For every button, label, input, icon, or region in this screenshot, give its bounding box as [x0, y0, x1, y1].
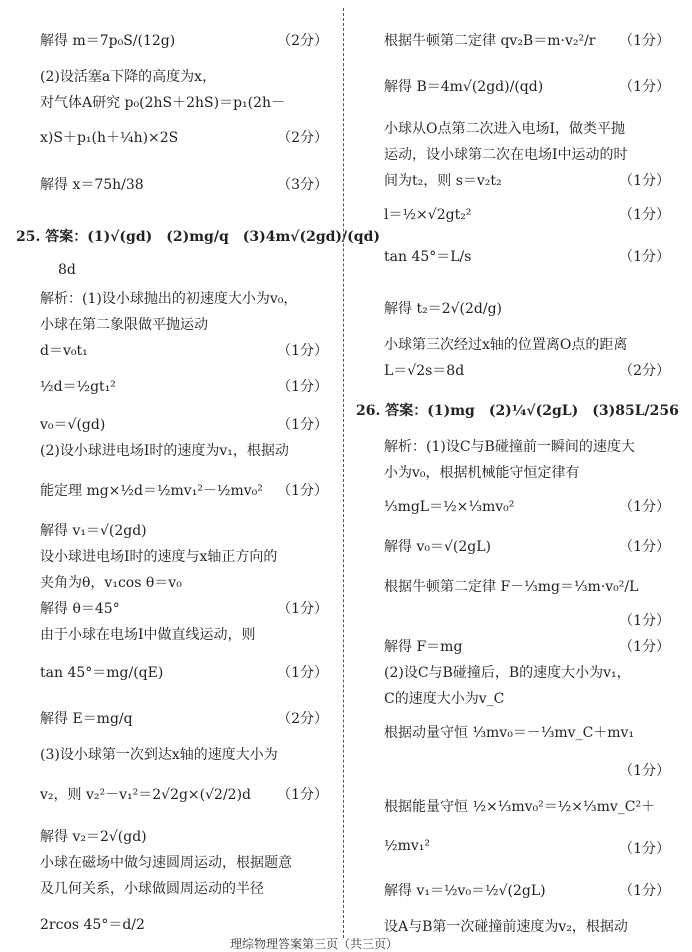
solution-line — [40, 878, 332, 898]
solution-text: 夹角为θ，v₁cos θ＝v₀ — [40, 575, 182, 591]
solution-text: ½mv₁² — [384, 838, 430, 854]
solution-text: (2)设C与B碰撞后，B的速度大小为v₁， — [384, 665, 631, 681]
solution-line — [40, 92, 332, 112]
score-mark: （1分） — [619, 613, 670, 629]
solution-line — [40, 314, 332, 334]
solution-text: tan 45°＝L/s — [384, 249, 472, 265]
solution-text: l＝½×√2gt₂² — [384, 207, 472, 223]
solution-line — [40, 440, 332, 460]
solution-text: (3)设小球第一次到达x轴的速度大小为 — [40, 747, 278, 763]
solution-text: 解得 t₂＝2√(2d/g) — [384, 301, 502, 317]
solution-text: C的速度大小为v_C — [384, 691, 505, 707]
score-mark: （2分） — [277, 711, 328, 727]
solution-line — [16, 226, 380, 246]
solution-text: 解析：(1)设小球抛出的初速度大小为v₀， — [40, 291, 298, 307]
score-mark: （1分） — [619, 173, 670, 189]
solution-text: x)S＋p₁(h＋¼h)×2S — [40, 130, 179, 146]
score-mark: （2分） — [619, 363, 670, 379]
solution-text: 能定理 mg×½d＝½mv₁²－½mv₀² — [40, 483, 263, 499]
score-mark: （1分） — [619, 883, 670, 899]
solution-text: ½d＝½gt₁² — [40, 379, 116, 395]
score-mark: （1分） — [277, 787, 328, 803]
solution-text: 根据牛顿第二定律 F－⅓mg＝⅓m·v₀²/L — [384, 579, 639, 595]
solution-line — [384, 576, 674, 596]
score-mark: （1分） — [277, 417, 328, 433]
solution-line — [384, 796, 674, 816]
solution-line — [40, 914, 332, 934]
solution-line — [40, 546, 332, 566]
solution-text: 解得 θ＝45° — [40, 601, 120, 617]
score-mark: （1分） — [619, 207, 670, 223]
solution-text: 由于小球在电场Ⅰ中做直线运动，则 — [40, 627, 256, 643]
solution-text: 根据牛顿第二定律 qv₂B＝m·v₂²/r — [384, 33, 596, 49]
score-mark: （1分） — [619, 249, 670, 265]
solution-text: 解得 E＝mg/q — [40, 711, 133, 727]
solution-text: 26. 答案：(1)mg (2)¼√(2gL) (3)85L/256 — [356, 403, 679, 419]
solution-text: d＝v₀t₁ — [40, 343, 88, 359]
score-mark: （1分） — [619, 763, 670, 779]
solution-text: 解得 v₀＝√(2gL) — [384, 539, 491, 555]
solution-text: 运动，设小球第二次在电场Ⅰ中运动的时 — [384, 147, 628, 163]
solution-line — [384, 722, 674, 742]
score-mark: （1分） — [619, 33, 670, 49]
solution-line — [40, 288, 332, 308]
score-mark: （2分） — [277, 33, 328, 49]
score-mark: （1分） — [619, 499, 670, 515]
solution-text: 8d — [58, 262, 76, 278]
solution-line — [384, 916, 674, 936]
solution-text: 解析：(1)设C与B碰撞前一瞬间的速度大 — [384, 439, 635, 455]
solution-text: 解得 m＝7p₀S/(12g) — [40, 33, 176, 49]
solution-text: (2)设小球进电场Ⅰ时的速度为v₁，根据动 — [40, 443, 289, 459]
page-footer: 理综物理答案第三页（共三页） — [230, 937, 399, 951]
solution-text: ⅓mgL＝½×⅓mv₀² — [384, 499, 515, 515]
solution-line — [40, 624, 332, 644]
solution-text: v₂，则 v₂²－v₁²＝2√2g×(√2/2)d — [40, 787, 252, 803]
solution-text: 间为t₂，则 s＝v₂t₂ — [384, 173, 502, 189]
solution-text: L＝√2s＝8d — [384, 363, 465, 379]
score-mark: （2分） — [277, 130, 328, 146]
column-divider — [343, 8, 344, 938]
score-mark: （1分） — [277, 601, 328, 617]
solution-line — [40, 826, 332, 846]
solution-line — [384, 436, 674, 456]
solution-line — [40, 744, 332, 764]
solution-line — [384, 118, 674, 138]
solution-text: 解得 v₁＝√(2gd) — [40, 523, 147, 539]
solution-line — [384, 688, 674, 708]
solution-text: v₀＝√(gd) — [40, 417, 106, 433]
score-mark: （1分） — [619, 841, 670, 857]
score-mark: （3分） — [277, 177, 328, 193]
solution-line — [384, 144, 674, 164]
solution-text: 小球在磁场中做匀速圆周运动，根据题意 — [40, 855, 292, 871]
solution-line — [356, 400, 679, 420]
solution-text: tan 45°＝mg/(qE) — [40, 665, 164, 681]
solution-line — [40, 852, 332, 872]
solution-text: 小球从O点第二次进入电场Ⅰ，做类平抛 — [384, 121, 626, 137]
solution-text: 及几何关系，小球做圆周运动的半径 — [40, 881, 264, 897]
solution-text: 解得 B＝4m√(2gd)/(qd) — [384, 79, 544, 95]
solution-text: 对气体A研究 p₀(2hS＋2hS)＝p₁(2h－ — [40, 95, 286, 111]
solution-line — [58, 262, 332, 278]
score-mark: （1分） — [619, 79, 670, 95]
solution-text: 根据能量守恒 ½×⅓mv₀²＝½×⅓mv_C²＋ — [384, 799, 656, 815]
score-mark: （1分） — [277, 379, 328, 395]
solution-text: 25. 答案：(1)√(gd) (2)mg/q (3)4m√(2gd)/(qd) — [16, 229, 380, 245]
solution-text: 小球第三次经过x轴的位置离O点的距离 — [384, 337, 628, 353]
solution-text: (2)设活塞a下降的高度为x， — [40, 69, 217, 85]
solution-text: 解得 v₂＝2√(gd) — [40, 829, 147, 845]
score-mark: （1分） — [277, 343, 328, 359]
solution-text: 根据动量守恒 ⅓mv₀＝－⅓mv_C＋mv₁ — [384, 725, 635, 741]
score-mark: （1分） — [619, 639, 670, 655]
solution-text: 解得 x＝75h/38 — [40, 177, 144, 193]
solution-text: 解得 F＝mg — [384, 639, 463, 655]
score-mark: （1分） — [277, 665, 328, 681]
solution-line — [40, 572, 332, 592]
solution-line — [384, 298, 674, 318]
solution-text: 小球在第二象限做平抛运动 — [40, 317, 208, 333]
solution-text: 2rcos 45°＝d/2 — [40, 917, 145, 933]
solution-text: 设小球进电场Ⅰ时的速度与x轴正方向的 — [40, 549, 278, 565]
solution-text: 设A与B第一次碰撞前速度为v₂，根据动 — [384, 919, 628, 935]
score-mark: （1分） — [619, 539, 670, 555]
solution-line — [384, 462, 674, 482]
solution-line — [40, 520, 332, 540]
solution-text: 小为v₀，根据机械能守恒定律有 — [384, 465, 580, 481]
score-mark: （1分） — [277, 483, 328, 499]
solution-text: 解得 v₁＝½v₀＝½√(2gL) — [384, 883, 546, 899]
solution-line — [384, 662, 674, 682]
solution-line — [384, 334, 674, 354]
solution-line — [40, 66, 332, 86]
